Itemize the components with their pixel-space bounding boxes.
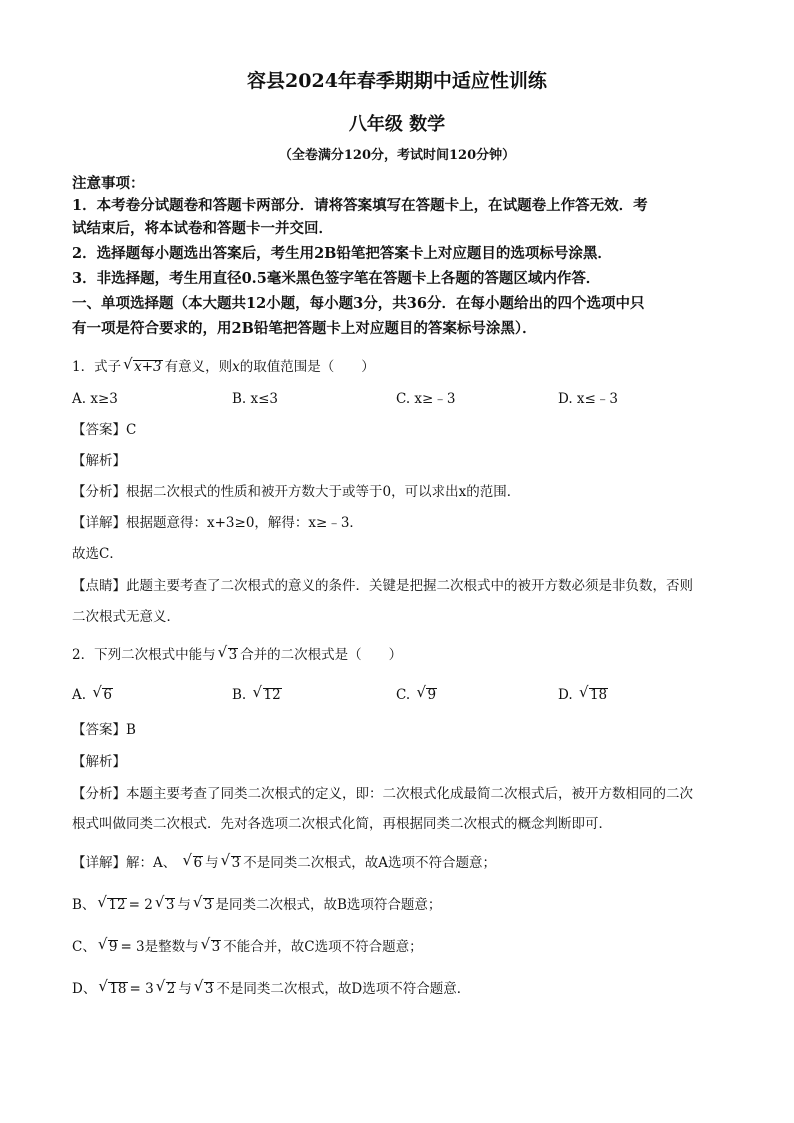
- q2-answer-tag: 【答案】: [72, 722, 126, 738]
- q2-d-radical-3: [193, 977, 215, 997]
- q2-b-eq: = 2: [128, 897, 153, 913]
- q2-xiangjie-tag: 【详解】: [72, 855, 126, 871]
- q1-answer-tag: 【答案】: [72, 422, 126, 438]
- q2-option-c-radicand: 9: [427, 687, 437, 703]
- q2-option-c: [396, 683, 439, 703]
- q2-option-d-label: D.: [558, 687, 573, 703]
- q2-b-radical-1: [97, 893, 126, 913]
- q2-xiangjie-d: [72, 977, 471, 997]
- notes-item1-line2: 试结束后，将本试卷和答题卡一并交回．: [72, 220, 333, 237]
- q1-dianjing-line2: 二次根式无意义．: [72, 609, 180, 625]
- q2-a-radicand-1: 6: [193, 855, 203, 871]
- notes-heading: 注意事项：: [72, 175, 145, 192]
- notes-item1-line1: 1．本考卷分试题卷和答题卡两部分．请将答案填写在答题卡上，在试题卷上作答无效．考: [72, 197, 648, 214]
- q2-option-d: [558, 683, 610, 703]
- q2-xiangjie-a: [72, 851, 496, 871]
- q2-b-radical-3: [192, 893, 214, 913]
- q2-d-mid: 与: [178, 981, 192, 997]
- radical-sign-icon: √: [123, 355, 133, 373]
- q2-answer-value: B: [126, 722, 136, 738]
- q2-c-radicand-1: 9: [108, 939, 118, 955]
- q1-option-b: B. x≤3: [232, 391, 279, 407]
- radical-sign-icon: √: [97, 893, 107, 911]
- q1-stem: [72, 355, 375, 375]
- q2-option-a-radical: [92, 683, 113, 703]
- q1-prefix: 1．式子: [72, 359, 122, 375]
- q2-radical: [217, 643, 239, 663]
- q2-c-radical-2: [200, 935, 222, 955]
- q2-fenxi-tag: 【分析】: [72, 786, 126, 802]
- q2-d-radicand-2: 2: [166, 981, 176, 997]
- q1-xiangjie-tag: 【详解】: [72, 515, 126, 531]
- q1-fenxi-text: 根据二次根式的性质和被开方数大于或等于0，可以求出x的范围．: [126, 484, 521, 500]
- q2-suffix: 合并的二次根式是（ ）: [240, 647, 403, 663]
- q1-option-a: A. x≥3: [72, 391, 118, 407]
- radical-sign-icon: √: [92, 683, 102, 701]
- q1-dianjing-text: 此题主要考查了二次根式的意义的条件．关键是把握二次根式中的被开方数必须是非负数，否则: [126, 578, 693, 594]
- q1-answer-value: C: [126, 422, 137, 438]
- radical-sign-icon: √: [200, 935, 211, 953]
- radical-sign-icon: √: [155, 977, 166, 995]
- q2-a-radical-1: [182, 851, 204, 871]
- q1-suffix2: 的取值范围是（ ）: [239, 359, 375, 375]
- q1-radicand: x+3: [134, 359, 162, 375]
- radical-sign-icon: √: [154, 893, 165, 911]
- q2-c-prefix: C、: [72, 939, 96, 955]
- radical-sign-icon: √: [578, 683, 589, 701]
- exam-meta: （全卷满分120分，考试时间120分钟）: [278, 148, 516, 163]
- q2-d-radicand-1: 18: [109, 981, 127, 997]
- q2-b-radicand-3: 3: [203, 897, 213, 913]
- q2-b-radical-2: [154, 893, 176, 913]
- q2-c-radical-1: [97, 935, 119, 955]
- q2-a-radicand-2: 3: [231, 855, 241, 871]
- q2-d-radical-1: [98, 977, 127, 997]
- radical-sign-icon: √: [217, 643, 228, 661]
- q2-a-tail: 不是同类二次根式，故A选项不符合题意；: [243, 855, 496, 871]
- q2-b-mid: 与: [177, 897, 191, 913]
- q2-d-radical-2: [155, 977, 177, 997]
- q2-c-radicand-2: 3: [211, 939, 221, 955]
- q1-option-d: D. x≤﹣3: [558, 391, 618, 407]
- radical-sign-icon: √: [97, 935, 108, 953]
- radical-sign-icon: √: [252, 683, 263, 701]
- q2-a-mid: 与: [205, 855, 219, 871]
- q2-option-b-label: B.: [232, 687, 247, 703]
- q2-jiexi: 【解析】: [72, 754, 126, 770]
- q2-option-d-radicand: 18: [589, 687, 608, 703]
- q2-option-a: [72, 683, 115, 703]
- q2-option-d-radical: [578, 683, 608, 703]
- q1-fenxi-tag: 【分析】: [72, 484, 126, 500]
- q1-fenxi: [72, 486, 520, 500]
- q2-option-b-radical: [252, 683, 282, 703]
- q2-fenxi-text: 本题主要考查了同类二次根式的定义，即：二次根式化成最简二次根式后，被开方数相同的二次: [126, 786, 693, 802]
- q2-c-tail: 不能合并，故C选项不符合题意；: [223, 939, 423, 955]
- q2-radicand: 3: [228, 647, 238, 663]
- q2-option-b: [232, 683, 284, 703]
- radical-sign-icon: √: [182, 851, 193, 869]
- radical-sign-icon: √: [192, 893, 203, 911]
- q2-d-eq: = 3: [129, 981, 154, 997]
- radical-sign-icon: √: [193, 977, 204, 995]
- notes-item3: 3．非选择题，考生用直径0.5毫米黑色签字笔在答题卡上各题的答题区域内作答．: [72, 270, 601, 287]
- q1-dianjing-tag: 【点睛】: [72, 578, 126, 594]
- q1-xiangjie-text: 根据题意得：x+3≥0，解得：x≥﹣3．: [126, 515, 363, 531]
- q1-guxuan: 故选C．: [72, 546, 123, 562]
- q2-answer: [72, 724, 136, 738]
- q2-a-prefix: 解：A、: [126, 855, 177, 871]
- q2-option-c-radical: [416, 683, 437, 703]
- q2-a-radical-2: [220, 851, 242, 871]
- exam-title: 容县2024年春季期期中适应性训练: [247, 70, 547, 92]
- q2-xiangjie-c: [72, 935, 423, 955]
- radical-sign-icon: √: [416, 683, 426, 701]
- q2-b-tail: 是同类二次根式，故B选项符合题意；: [215, 897, 442, 913]
- q2-option-a-radicand: 6: [103, 687, 112, 703]
- q2-option-a-label: A.: [72, 687, 87, 703]
- q1-jiexi: 【解析】: [72, 453, 126, 469]
- q1-suffix: 有意义，则: [164, 359, 233, 375]
- q1-answer: [72, 424, 136, 438]
- q2-d-tail: 不是同类二次根式，故D选项不符合题意．: [216, 981, 471, 997]
- q2-b-radicand-2: 3: [165, 897, 175, 913]
- q1-var: x: [232, 359, 240, 375]
- q2-b-radicand-1: 12: [108, 897, 126, 913]
- q2-stem: [72, 643, 403, 663]
- q2-c-mid: 是整数与: [144, 939, 199, 955]
- q2-xiangjie-b: [72, 893, 442, 913]
- section-heading-line2: 有一项是符合要求的，用2B铅笔把答题卡上对应题目的答案标号涂黑）．: [72, 320, 537, 337]
- section-heading-line1: 一、单项选择题（本大题共12小题，每小题3分，共36分．在每小题给出的四个选项中只: [72, 295, 645, 312]
- q2-d-prefix: D、: [72, 981, 97, 997]
- q2-option-c-label: C.: [396, 687, 411, 703]
- radical-sign-icon: √: [220, 851, 231, 869]
- exam-subtitle: 八年级 数学: [348, 114, 446, 135]
- q1-dianjing-line1: [72, 580, 693, 594]
- notes-item2: 2．选择题每小题选出答案后，考生用2B铅笔把答案卡上对应题目的选项标号涂黑．: [72, 245, 612, 262]
- radical-sign-icon: √: [98, 977, 108, 995]
- q2-d-radicand-3: 3: [204, 981, 214, 997]
- q2-fenxi-line1: [72, 788, 693, 802]
- q1-radical: [123, 355, 163, 375]
- q2-b-prefix: B、: [72, 897, 96, 913]
- q2-option-b-radicand: 12: [263, 687, 281, 703]
- q2-fenxi-line2: 根式叫做同类二次根式．先对各选项二次根式化简，再根据同类二次根式的概念判断即可．: [72, 816, 612, 832]
- q1-xiangjie: [72, 517, 363, 531]
- q2-c-eq: = 3: [120, 939, 145, 955]
- q1-option-c: C. x≥﹣3: [396, 391, 456, 407]
- q2-prefix: 2．下列二次根式中能与: [72, 647, 216, 663]
